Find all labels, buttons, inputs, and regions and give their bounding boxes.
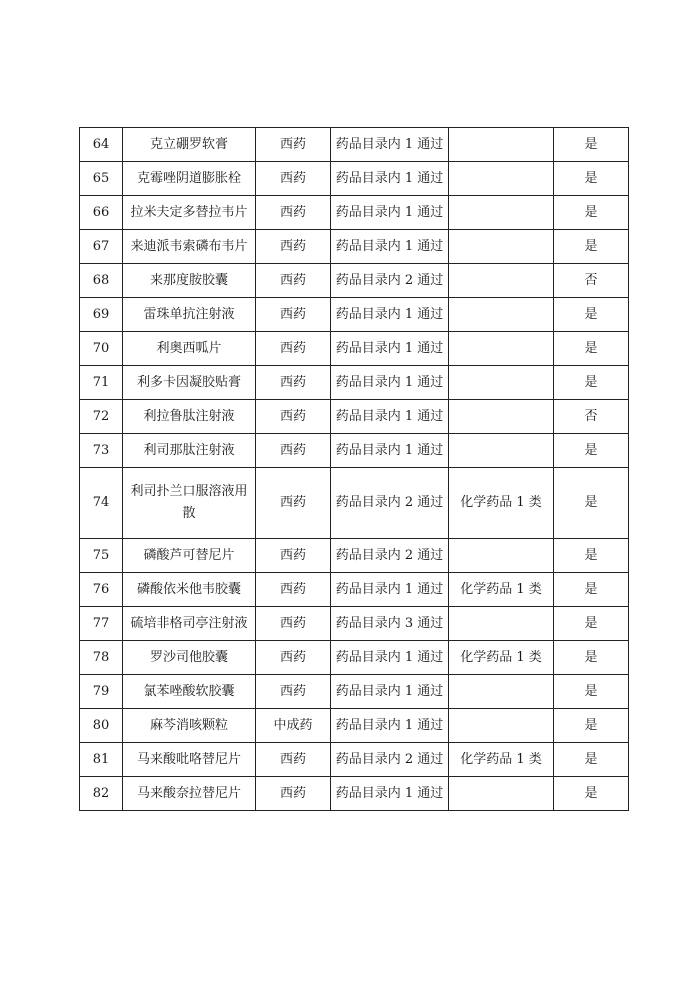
table-body — [80, 128, 629, 811]
drug-type-cell: 西药 — [256, 264, 331, 298]
catalog-status-cell: 药品目录内 1 通过 — [331, 366, 449, 400]
drug-class-cell — [449, 434, 554, 468]
catalog-status-cell: 药品目录内 1 通过 — [331, 675, 449, 709]
drug-type-cell: 西药 — [256, 162, 331, 196]
table-row — [80, 607, 629, 641]
table-row — [80, 777, 629, 811]
drug-list-table — [79, 127, 629, 811]
catalog-status-cell: 药品目录内 1 通过 — [331, 332, 449, 366]
table-row — [80, 743, 629, 777]
catalog-status-cell: 药品目录内 2 通过 — [331, 468, 449, 539]
catalog-status-cell: 药品目录内 1 通过 — [331, 641, 449, 675]
drug-class-cell: 化学药品 1 类 — [449, 468, 554, 539]
flag-cell: 否 — [554, 400, 629, 434]
flag-cell: 是 — [554, 573, 629, 607]
drug-class-cell — [449, 777, 554, 811]
drug-type-cell: 中成药 — [256, 709, 331, 743]
drug-name-cell: 克霉唑阴道膨胀栓 — [123, 162, 256, 196]
row-number-cell: 80 — [80, 709, 123, 743]
catalog-status-cell: 药品目录内 1 通过 — [331, 162, 449, 196]
drug-name-cell: 利奥西呱片 — [123, 332, 256, 366]
flag-cell: 否 — [554, 264, 629, 298]
table-row — [80, 128, 629, 162]
drug-type-cell: 西药 — [256, 675, 331, 709]
drug-name-cell: 克立硼罗软膏 — [123, 128, 256, 162]
drug-name-cell: 磷酸依米他韦胶囊 — [123, 573, 256, 607]
flag-cell: 是 — [554, 332, 629, 366]
table-row — [80, 641, 629, 675]
flag-cell: 是 — [554, 539, 629, 573]
drug-type-cell: 西药 — [256, 128, 331, 162]
table-row — [80, 573, 629, 607]
drug-type-cell: 西药 — [256, 230, 331, 264]
row-number-cell: 82 — [80, 777, 123, 811]
drug-type-cell: 西药 — [256, 400, 331, 434]
table-row — [80, 400, 629, 434]
catalog-status-cell: 药品目录内 1 通过 — [331, 230, 449, 264]
flag-cell: 是 — [554, 777, 629, 811]
row-number-cell: 69 — [80, 298, 123, 332]
drug-type-cell: 西药 — [256, 298, 331, 332]
drug-name-cell: 利拉鲁肽注射液 — [123, 400, 256, 434]
drug-class-cell: 化学药品 1 类 — [449, 641, 554, 675]
flag-cell: 是 — [554, 128, 629, 162]
table-row — [80, 196, 629, 230]
catalog-status-cell: 药品目录内 1 通过 — [331, 777, 449, 811]
drug-type-cell: 西药 — [256, 196, 331, 230]
drug-type-cell: 西药 — [256, 332, 331, 366]
table-row — [80, 675, 629, 709]
drug-type-cell: 西药 — [256, 641, 331, 675]
table-row — [80, 434, 629, 468]
flag-cell: 是 — [554, 743, 629, 777]
drug-class-cell: 化学药品 1 类 — [449, 573, 554, 607]
drug-type-cell: 西药 — [256, 743, 331, 777]
flag-cell: 是 — [554, 162, 629, 196]
drug-name-cell: 磷酸芦可替尼片 — [123, 539, 256, 573]
catalog-status-cell: 药品目录内 1 通过 — [331, 298, 449, 332]
drug-name-cell: 氯苯唑酸软胶囊 — [123, 675, 256, 709]
row-number-cell: 64 — [80, 128, 123, 162]
table-row — [80, 162, 629, 196]
drug-class-cell — [449, 539, 554, 573]
row-number-cell: 76 — [80, 573, 123, 607]
drug-class-cell — [449, 366, 554, 400]
drug-name-cell: 拉米夫定多替拉韦片 — [123, 196, 256, 230]
drug-type-cell: 西药 — [256, 573, 331, 607]
catalog-status-cell: 药品目录内 1 通过 — [331, 400, 449, 434]
drug-name-cell: 麻芩消咳颗粒 — [123, 709, 256, 743]
drug-class-cell — [449, 400, 554, 434]
table-row — [80, 230, 629, 264]
drug-class-cell — [449, 230, 554, 264]
table-row — [80, 332, 629, 366]
row-number-cell: 67 — [80, 230, 123, 264]
drug-type-cell: 西药 — [256, 366, 331, 400]
row-number-cell: 65 — [80, 162, 123, 196]
drug-name-cell: 雷珠单抗注射液 — [123, 298, 256, 332]
catalog-status-cell: 药品目录内 1 通过 — [331, 196, 449, 230]
drug-name-cell: 利司那肽注射液 — [123, 434, 256, 468]
row-number-cell: 77 — [80, 607, 123, 641]
drug-name-cell: 来那度胺胶囊 — [123, 264, 256, 298]
table-row — [80, 264, 629, 298]
row-number-cell: 78 — [80, 641, 123, 675]
drug-class-cell — [449, 298, 554, 332]
catalog-status-cell: 药品目录内 2 通过 — [331, 539, 449, 573]
catalog-status-cell: 药品目录内 1 通过 — [331, 709, 449, 743]
drug-class-cell — [449, 675, 554, 709]
flag-cell: 是 — [554, 366, 629, 400]
flag-cell: 是 — [554, 230, 629, 264]
catalog-status-cell: 药品目录内 2 通过 — [331, 743, 449, 777]
row-number-cell: 81 — [80, 743, 123, 777]
drug-type-cell: 西药 — [256, 434, 331, 468]
row-number-cell: 73 — [80, 434, 123, 468]
drug-class-cell — [449, 128, 554, 162]
drug-type-cell: 西药 — [256, 607, 331, 641]
catalog-status-cell: 药品目录内 2 通过 — [331, 264, 449, 298]
drug-name-cell: 马来酸吡咯替尼片 — [123, 743, 256, 777]
drug-class-cell — [449, 162, 554, 196]
drug-class-cell — [449, 332, 554, 366]
drug-class-cell — [449, 264, 554, 298]
table-row — [80, 468, 629, 539]
drug-name-cell: 硫培非格司亭注射液 — [123, 607, 256, 641]
drug-type-cell: 西药 — [256, 777, 331, 811]
drug-name-cell: 利多卡因凝胶贴膏 — [123, 366, 256, 400]
table-row — [80, 298, 629, 332]
row-number-cell: 68 — [80, 264, 123, 298]
catalog-status-cell: 药品目录内 1 通过 — [331, 573, 449, 607]
catalog-status-cell: 药品目录内 1 通过 — [331, 128, 449, 162]
flag-cell: 是 — [554, 468, 629, 539]
catalog-status-cell: 药品目录内 3 通过 — [331, 607, 449, 641]
drug-type-cell: 西药 — [256, 539, 331, 573]
flag-cell: 是 — [554, 607, 629, 641]
row-number-cell: 71 — [80, 366, 123, 400]
drug-name-cell: 来迪派韦索磷布韦片 — [123, 230, 256, 264]
row-number-cell: 75 — [80, 539, 123, 573]
drug-class-cell: 化学药品 1 类 — [449, 743, 554, 777]
flag-cell: 是 — [554, 709, 629, 743]
drug-class-cell — [449, 709, 554, 743]
row-number-cell: 70 — [80, 332, 123, 366]
row-number-cell: 74 — [80, 468, 123, 539]
flag-cell: 是 — [554, 675, 629, 709]
drug-class-cell — [449, 607, 554, 641]
row-number-cell: 79 — [80, 675, 123, 709]
drug-name-cell: 利司扑兰口服溶液用散 — [123, 468, 256, 539]
drug-type-cell: 西药 — [256, 468, 331, 539]
drug-name-cell: 马来酸奈拉替尼片 — [123, 777, 256, 811]
table-row — [80, 539, 629, 573]
flag-cell: 是 — [554, 298, 629, 332]
catalog-status-cell: 药品目录内 1 通过 — [331, 434, 449, 468]
flag-cell: 是 — [554, 641, 629, 675]
flag-cell: 是 — [554, 196, 629, 230]
drug-class-cell — [449, 196, 554, 230]
row-number-cell: 66 — [80, 196, 123, 230]
table-row — [80, 366, 629, 400]
table-row — [80, 709, 629, 743]
flag-cell: 是 — [554, 434, 629, 468]
drug-name-cell: 罗沙司他胶囊 — [123, 641, 256, 675]
row-number-cell: 72 — [80, 400, 123, 434]
